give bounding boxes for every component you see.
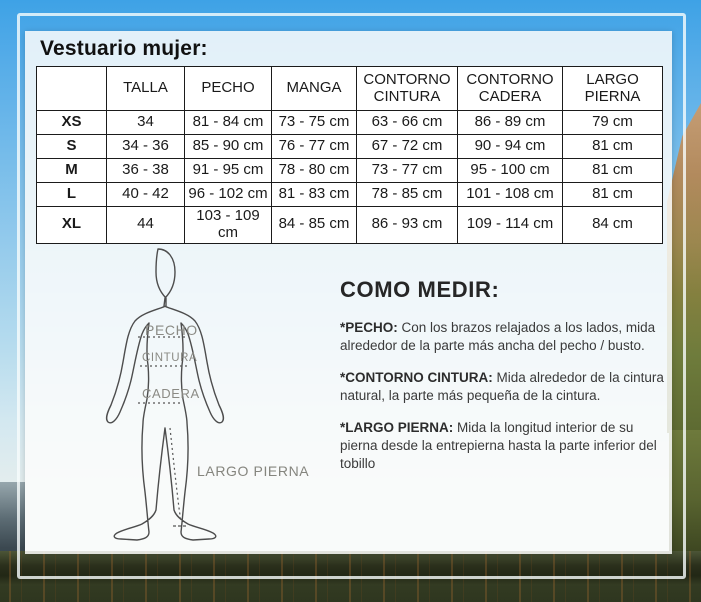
cell-cadera: 109 - 114 cm (458, 207, 563, 244)
header-talla: TALLA (107, 67, 185, 111)
cell-pecho: 103 - 109 cm (185, 207, 272, 244)
how-to-measure-heading: COMO MEDIR: (340, 277, 500, 302)
measure-item-label: *CONTORNO CINTURA: (340, 370, 493, 385)
cell-cadera: 101 - 108 cm (458, 183, 563, 207)
table-row (37, 183, 663, 207)
cell-cadera: 95 - 100 cm (458, 159, 563, 183)
size-table-header (37, 67, 663, 111)
figure-label-largo-pierna: LARGO PIERNA (197, 463, 310, 479)
cell-pecho: 91 - 95 cm (185, 159, 272, 183)
cell-manga: 76 - 77 cm (272, 135, 357, 159)
measure-item-body: Mida alrededor de la cintura natural, la parte más pequeña de la cintura. (340, 370, 664, 403)
size-table (36, 66, 663, 244)
cell-manga: 81 - 83 cm (272, 183, 357, 207)
size-label: L (37, 183, 107, 207)
header-manga: MANGA (272, 67, 357, 111)
table-row (37, 135, 663, 159)
measure-item-contorno-cintura (340, 369, 666, 405)
header-contorno-cadera: CONTORNO CADERA (458, 67, 563, 111)
cell-cintura: 78 - 85 cm (357, 183, 458, 207)
figure-label-pecho: PECHO (145, 322, 198, 338)
measure-item-label: *PECHO: (340, 320, 398, 335)
measure-item-label: *LARGO PIERNA: (340, 420, 454, 435)
table-row (37, 159, 663, 183)
cell-cintura: 73 - 77 cm (357, 159, 458, 183)
how-to-measure-text (340, 319, 666, 487)
figure-label-cadera: CADERA (142, 386, 200, 401)
size-guide-panel (25, 31, 672, 554)
cell-talla: 40 - 42 (107, 183, 185, 207)
cell-talla: 34 - 36 (107, 135, 185, 159)
table-header-row (37, 67, 663, 111)
cell-cadera: 86 - 89 cm (458, 111, 563, 135)
forest-background (0, 551, 701, 602)
table-row (37, 207, 663, 244)
measure-item-pecho (340, 319, 666, 355)
cell-largo: 81 cm (563, 183, 663, 207)
cell-talla: 44 (107, 207, 185, 244)
tree-trunks (0, 551, 701, 602)
measure-item-body: Mida la longitud interior de su pierna desde la entrepierna hasta la parte inferior del tobillo (340, 420, 657, 471)
figure-label-cintura: CINTURA (142, 352, 198, 364)
size-label: XL (37, 207, 107, 244)
cell-largo: 81 cm (563, 135, 663, 159)
measure-item-largo-pierna (340, 419, 666, 473)
size-label: XS (37, 111, 107, 135)
cell-talla: 36 - 38 (107, 159, 185, 183)
cell-talla: 34 (107, 111, 185, 135)
header-contorno-cintura: CONTORNO CINTURA (357, 67, 458, 111)
size-label: M (37, 159, 107, 183)
cell-pecho: 85 - 90 cm (185, 135, 272, 159)
page-title: Vestuario mujer: (40, 37, 208, 60)
measure-item-body: Con los brazos relajados a los lados, mida alrededor de la parte más ancha del pecho / busto. (340, 320, 656, 353)
cell-largo: 84 cm (563, 207, 663, 244)
cell-manga: 73 - 75 cm (272, 111, 357, 135)
cell-cintura: 67 - 72 cm (357, 135, 458, 159)
cell-cintura: 86 - 93 cm (357, 207, 458, 244)
cell-manga: 84 - 85 cm (272, 207, 357, 244)
header-largo-pierna: LARGO PIERNA (563, 67, 663, 111)
cell-cadera: 90 - 94 cm (458, 135, 563, 159)
header-pecho: PECHO (185, 67, 272, 111)
header-size (37, 67, 107, 111)
cell-largo: 81 cm (563, 159, 663, 183)
table-row (37, 111, 663, 135)
size-label: S (37, 135, 107, 159)
cell-manga: 78 - 80 cm (272, 159, 357, 183)
cell-pecho: 96 - 102 cm (185, 183, 272, 207)
cell-pecho: 81 - 84 cm (185, 111, 272, 135)
cell-cintura: 63 - 66 cm (357, 111, 458, 135)
largo-pierna-measure-line (170, 428, 181, 522)
cell-largo: 79 cm (563, 111, 663, 135)
